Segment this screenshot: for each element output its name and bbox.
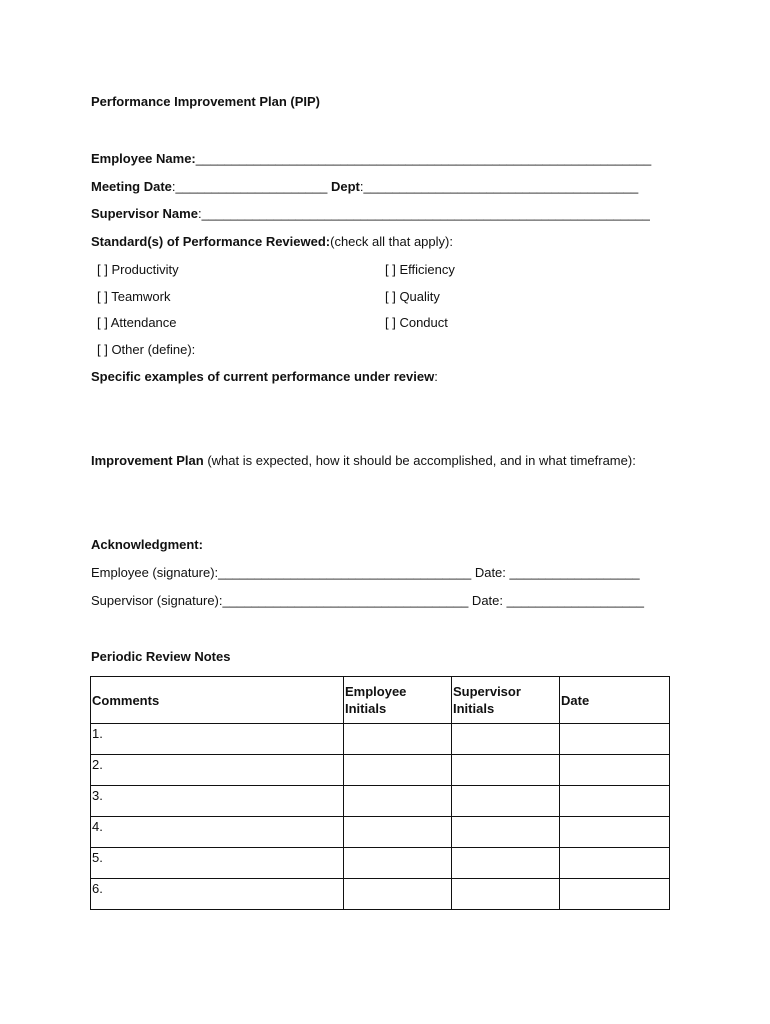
document-title: Performance Improvement Plan (PIP)	[91, 94, 321, 109]
standards-row	[91, 234, 453, 250]
meeting-date-row	[91, 179, 638, 195]
employee-name-label: Employee Name:	[91, 151, 196, 166]
checkbox-conduct[interactable]: [ ] Conduct	[385, 315, 448, 330]
meeting-date-colon: :	[171, 179, 176, 194]
supervisor-name-line: ______________________________________________________________	[201, 206, 650, 221]
employee-initials-cell[interactable]	[344, 848, 452, 879]
table-row	[91, 848, 670, 879]
meeting-date-line: _____________________	[175, 179, 328, 194]
checkbox-productivity[interactable]: [ ] Productivity	[97, 262, 179, 277]
employee-initials-cell[interactable]	[344, 817, 452, 848]
header-supervisor-initials: Supervisor Initials	[452, 677, 560, 724]
checkbox-efficiency[interactable]: [ ] Efficiency	[385, 262, 455, 277]
supervisor-signature-line: Supervisor (signature):__________________________________ Date: ___________________	[91, 593, 644, 608]
supervisor-name-colon: :	[197, 206, 202, 221]
checkbox-attendance[interactable]: [ ] Attendance	[97, 315, 177, 330]
employee-initials-cell[interactable]	[344, 879, 452, 910]
review-notes-table	[90, 676, 670, 910]
table-header-row	[91, 677, 670, 724]
dept-colon: :	[359, 179, 364, 194]
row-number-cell[interactable]: 6.	[91, 879, 344, 910]
employee-initials-cell[interactable]	[344, 786, 452, 817]
examples-label: Specific examples of current performance under review	[91, 369, 435, 384]
checkbox-other[interactable]: [ ] Other (define):	[97, 342, 196, 357]
row-number-cell[interactable]: 2.	[91, 755, 344, 786]
supervisor-initials-cell[interactable]	[452, 817, 560, 848]
header-date: Date	[560, 677, 670, 724]
date-cell[interactable]	[560, 817, 670, 848]
header-comments: Comments	[91, 677, 344, 724]
supervisor-initials-cell[interactable]	[452, 724, 560, 755]
review-notes-heading: Periodic Review Notes	[91, 649, 231, 664]
table-row	[91, 724, 670, 755]
supervisor-initials-cell[interactable]	[452, 755, 560, 786]
examples-colon: :	[434, 369, 438, 384]
improvement-plan-note: (what is expected, how it should be accomplished, and in what timeframe):	[203, 453, 636, 468]
employee-initials-cell[interactable]	[344, 755, 452, 786]
improvement-plan-row	[91, 453, 636, 469]
date-cell[interactable]	[560, 879, 670, 910]
table-row	[91, 755, 670, 786]
employee-initials-cell[interactable]	[344, 724, 452, 755]
table-row	[91, 879, 670, 910]
date-cell[interactable]	[560, 755, 670, 786]
row-number-cell[interactable]: 3.	[91, 786, 344, 817]
table-row	[91, 817, 670, 848]
date-cell[interactable]	[560, 786, 670, 817]
supervisor-name-label: Supervisor Name	[91, 206, 198, 221]
acknowledgment-heading: Acknowledgment:	[91, 537, 203, 552]
row-number-cell[interactable]: 4.	[91, 817, 344, 848]
meeting-date-label: Meeting Date	[91, 179, 172, 194]
employee-name-line: _______________________________________________________________	[195, 151, 652, 166]
checkbox-teamwork[interactable]: [ ] Teamwork	[97, 289, 171, 304]
date-cell[interactable]	[560, 848, 670, 879]
dept-line: ______________________________________	[363, 179, 639, 194]
table-row	[91, 786, 670, 817]
supervisor-initials-cell[interactable]	[452, 848, 560, 879]
supervisor-initials-cell[interactable]	[452, 786, 560, 817]
standards-note: (check all that apply):	[330, 234, 453, 249]
standards-label: Standard(s) of Performance Reviewed:	[91, 234, 331, 249]
row-number-cell[interactable]: 1.	[91, 724, 344, 755]
employee-name-row	[91, 151, 651, 167]
examples-row	[91, 369, 438, 385]
supervisor-initials-cell[interactable]	[452, 879, 560, 910]
checkbox-quality[interactable]: [ ] Quality	[385, 289, 440, 304]
improvement-plan-label: Improvement Plan	[91, 453, 204, 468]
row-number-cell[interactable]: 5.	[91, 848, 344, 879]
dept-label: Dept	[331, 179, 360, 194]
date-cell[interactable]	[560, 724, 670, 755]
header-employee-initials: Employee Initials	[344, 677, 452, 724]
supervisor-name-row	[91, 206, 650, 222]
employee-signature-line: Employee (signature):___________________________________ Date: __________________	[91, 565, 640, 580]
